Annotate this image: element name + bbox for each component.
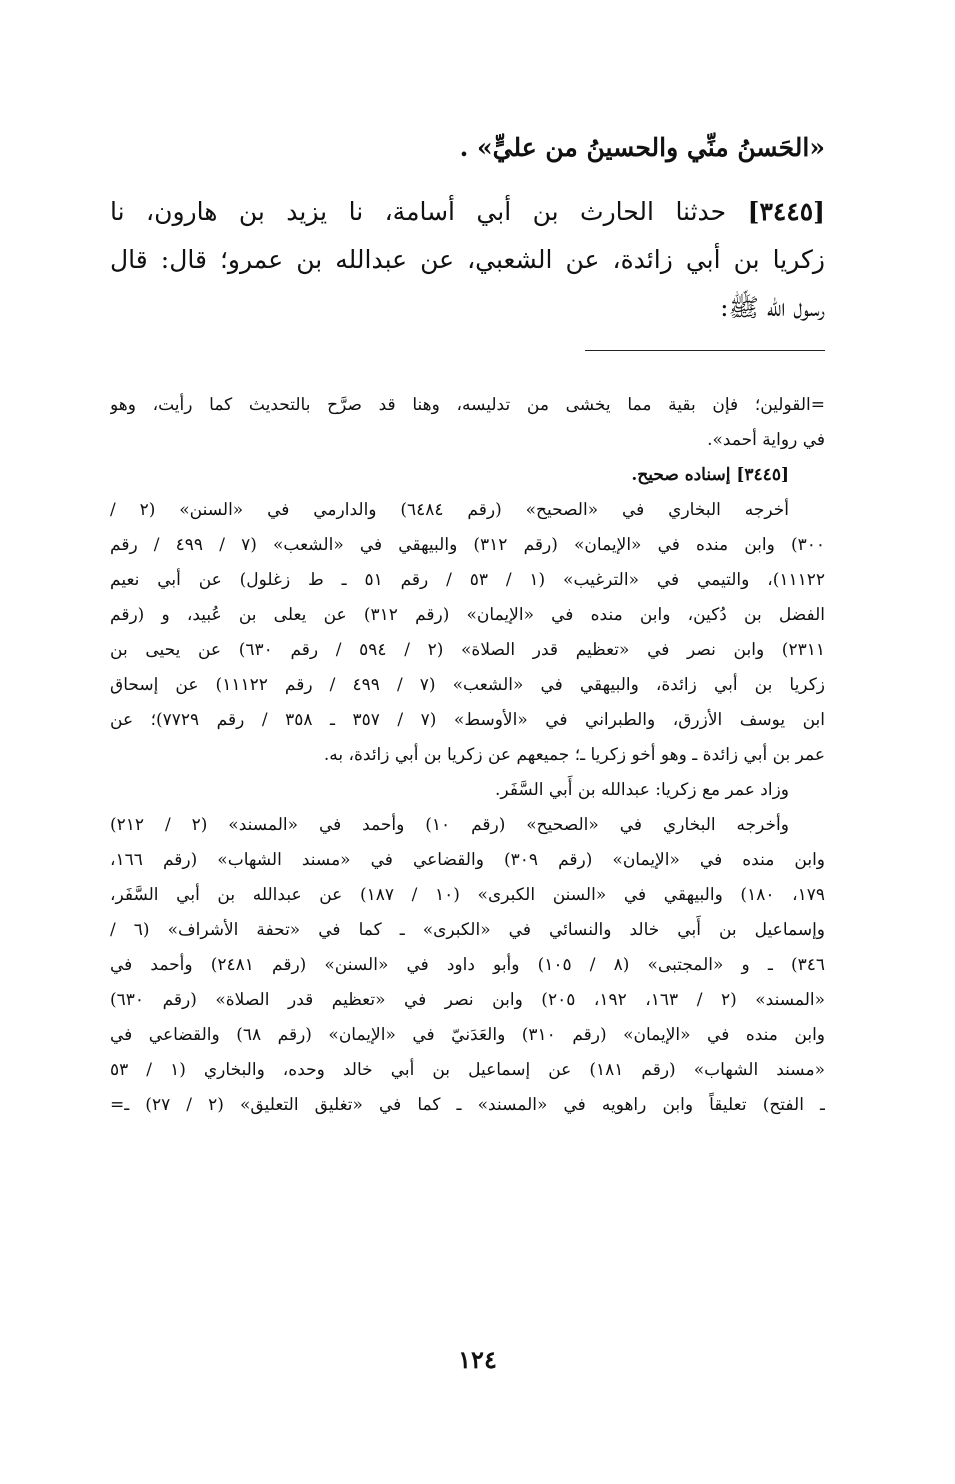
- page-number: ١٢٤: [458, 1345, 497, 1374]
- footnote-line: ـ الفتح) تعليقاً وابن راهويه في «المسند» ـ كما في «تغليق التعليق» (٢ / ٢٧) ـ=: [110, 1095, 825, 1115]
- footnotes: [110, 388, 825, 1123]
- footnote-separator: [585, 350, 825, 351]
- footnote-line: ١١١٢٢)، والتيمي في «الترغيب» (١ / ٥٣ / رقم ٥١ ـ ط زغلول) عن أبي نعيم: [110, 570, 825, 590]
- footnote-line: وابن منده في «الإيمان» (رقم ٣٠٩) والقضاعي في «مسند الشهاب» (رقم ١٦٦،: [110, 850, 825, 870]
- footnote-line: أخرجه البخاري في «الصحيح» (رقم ٦٤٨٤) والدارمي في «السنن» (٢ /: [110, 500, 789, 520]
- footnote-line: وزاد عمر مع زكريا: عبدالله بن أَبي السَّفَر.: [495, 780, 789, 800]
- footnote-line: وأخرجه البخاري في «الصحيح» (رقم ١٠) وأحمد في «المسند» (٢ / ٢١٢): [110, 815, 789, 835]
- footnote-line: الفضل بن دُكين، وابن منده في «الإيمان» (رقم ٣١٢) عن يعلى بن عُبيد، و (رقم: [110, 605, 825, 625]
- footnote-line: وابن منده في «الإيمان» (رقم ٣١٠) والعَدَنيّ في «الإيمان» (رقم ٦٨) والقضاعي في: [110, 1025, 825, 1045]
- footnote-line: ٣٠٠) وابن منده في «الإيمان» (رقم ٣١٢) والبيهقي في «الشعب» (٧ / ٤٩٩ / رقم: [110, 535, 825, 555]
- footnote-line: وإسماعيل بن أَبي خالد والنسائي في «الكبرى» ـ كما في «تحفة الأشراف» (٦ /: [110, 920, 825, 940]
- footnote-line: ٢٣١١) وابن نصر في «تعظيم قدر الصلاة» (٢ / ٥٩٤ / رقم ٦٣٠) عن يحيى بن: [110, 640, 825, 660]
- footnote-heading: [٣٤٤٥] إسناده صحيح.: [631, 465, 789, 485]
- footnote-line: =القولين؛ فإن بقية مما يخشى من تدليسه، وهنا قد صرَّح بالتحديث كما رأيت، وهو: [110, 395, 825, 415]
- hadith-number: [٣٤٤٥]: [747, 197, 825, 226]
- footnote-line: «المسند» (٢ / ١٦٣، ١٩٢، ٢٠٥) وابن نصر في «تعظيم قدر الصلاة» (رقم ٦٣٠): [110, 990, 825, 1010]
- footnote-line: عمر بن أبي زائدة ـ وهو أخو زكريا ـ؛ جميعهم عن زكريا بن أبي زائدة، به.: [323, 745, 825, 765]
- footnote-line: «مسند الشهاب» (رقم ١٨١) عن إسماعيل بن أبي خالد وحده، والبخاري (١ / ٥٣: [110, 1060, 825, 1080]
- footnote-line: ٣٤٦) ـ و «المجتبى» (٨ / ١٠٥) وأبو داود في «السنن» (رقم ٢٤٨١) وأحمد في: [110, 955, 825, 975]
- quote-text: «الحَسنُ منِّي والحسينُ من عليٍّ» .: [459, 133, 825, 162]
- hadith-line-text: حدثنا الحارث بن أبي أسامة، نا يزيد بن هارون، نا: [110, 197, 727, 226]
- footnote-line: زكريا بن أبي زائدة، والبيهقي في «الشعب» (٧ / ٤٩٩ / رقم ١١١٢٢) عن إسحاق: [110, 675, 825, 695]
- hadith-block: [110, 188, 825, 332]
- hadith-quote: [110, 128, 825, 168]
- hadith-line: زكريا بن أبي زائدة، عن الشعبي، عن عبدالله بن عمرو؛ قال: قال: [110, 245, 825, 274]
- footnote-line: ابن يوسف الأزرق، والطبراني في «الأوسط» (٧ / ٣٥٧ ـ ٣٥٨ / رقم ٧٧٢٩)؛ عن: [110, 710, 825, 730]
- hadith-line: رسول الله ﷺ:: [720, 293, 825, 322]
- hadith-line: [110, 188, 825, 236]
- footnote-line: ١٧٩، ١٨٠) والبيهقي في «السنن الكبرى» (١٠ / ١٨٧) عن عبدالله بن أبي السَّفَر،: [110, 885, 825, 905]
- footnote-line: في رواية أحمد».: [707, 430, 825, 450]
